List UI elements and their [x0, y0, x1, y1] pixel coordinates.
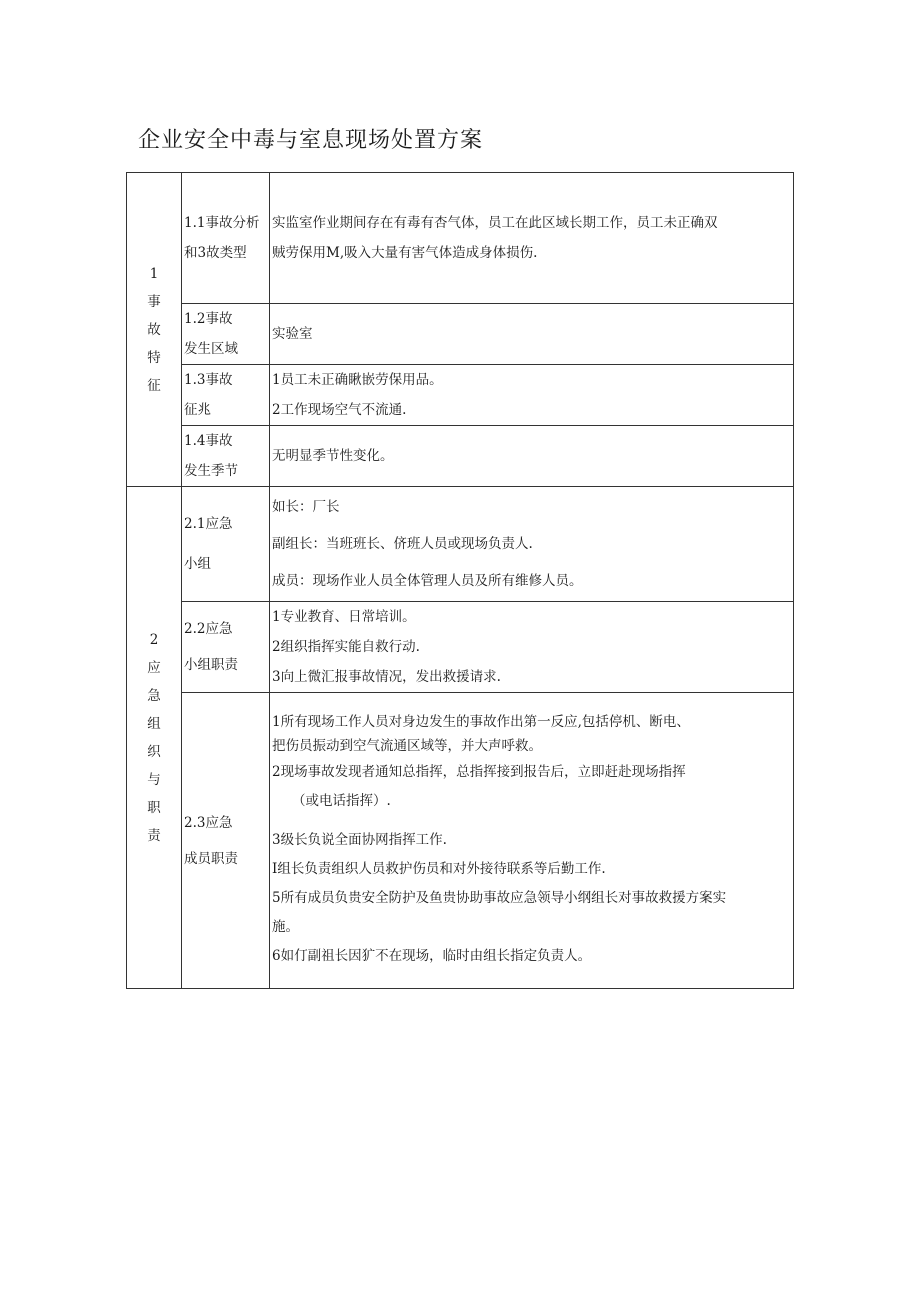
section-char: 责 — [147, 827, 161, 844]
row-content: 1员工未正确瞅嵌劳保用品。 2工作现场空气不流通. — [270, 365, 794, 426]
row-content: 实验室 — [270, 304, 794, 365]
page-title: 企业安全中毒与室息现场处置方案 — [138, 128, 484, 153]
row-content: 实监室作业期间存在有毒有杏气体，员工在此区域长期工作，员工未正确双 贼劳保用M,吸入大量有害气体造成身体损伤. — [270, 173, 794, 304]
row-label: 2.3应急 成员职责 — [182, 693, 270, 989]
row-content: 1所有现场工作人员对身边发生的事故作出第一反应,包括停机、断电、 把伤员振动到空气流通区域等，并大声呼救。 2现场事故发现者通知总指挥，总指挥接到报告后，立即赶赴现场指挥 （或电话指挥）. 3级长负说全面协网指挥工作. I组长负责组织人员救护伤员和对外接待联系等后勤工作. 5所有成员负贵安全防护及鱼贵协助事故应急领导小纲组长对事故救援方案实 施。 6如仃副祖长因犷不在现场，临时由组长指定负责人。 — [270, 693, 794, 989]
table-row — [127, 693, 794, 989]
section-char: 与 — [147, 771, 161, 788]
section-char: 征 — [147, 377, 161, 394]
row-label: 2.1应急 小组 — [182, 487, 270, 602]
section-number: 2 — [149, 631, 159, 648]
row-content: 如长：厂长 副组长：当班班长、侪班人员或现场负责人. 成员：现场作业人员全体管理人员及所有维修人员。 — [270, 487, 794, 602]
plan-table — [126, 172, 794, 989]
table-row — [127, 365, 794, 426]
section-char: 特 — [147, 349, 161, 366]
section-char: 故 — [147, 321, 161, 338]
row-label: 1.2事故 发生区域 — [182, 304, 270, 365]
section-char: 应 — [147, 659, 161, 676]
section-2-header — [127, 487, 182, 989]
table-row — [127, 487, 794, 602]
row-label: 1.4事故 发生季节 — [182, 426, 270, 487]
table-row — [127, 602, 794, 693]
row-content: 无明显季节性变化。 — [270, 426, 794, 487]
table-row — [127, 304, 794, 365]
section-char: 织 — [147, 743, 161, 760]
section-char: 急 — [147, 687, 161, 704]
section-number: 1 — [149, 265, 159, 282]
row-label: 1.3事故 征兆 — [182, 365, 270, 426]
table-row — [127, 173, 794, 304]
row-label: 2.2应急 小组职责 — [182, 602, 270, 693]
section-char: 组 — [147, 715, 161, 732]
section-char: 事 — [147, 293, 161, 310]
table-row — [127, 426, 794, 487]
row-label: 1.1事故分析 和3故类型 — [182, 173, 270, 304]
section-char: 职 — [147, 799, 161, 816]
section-1-header — [127, 173, 182, 487]
row-content: 1专业教育、日常培训。 2组织指挥实能自救行动. 3向上微汇报事故情况，发出救援请求. — [270, 602, 794, 693]
